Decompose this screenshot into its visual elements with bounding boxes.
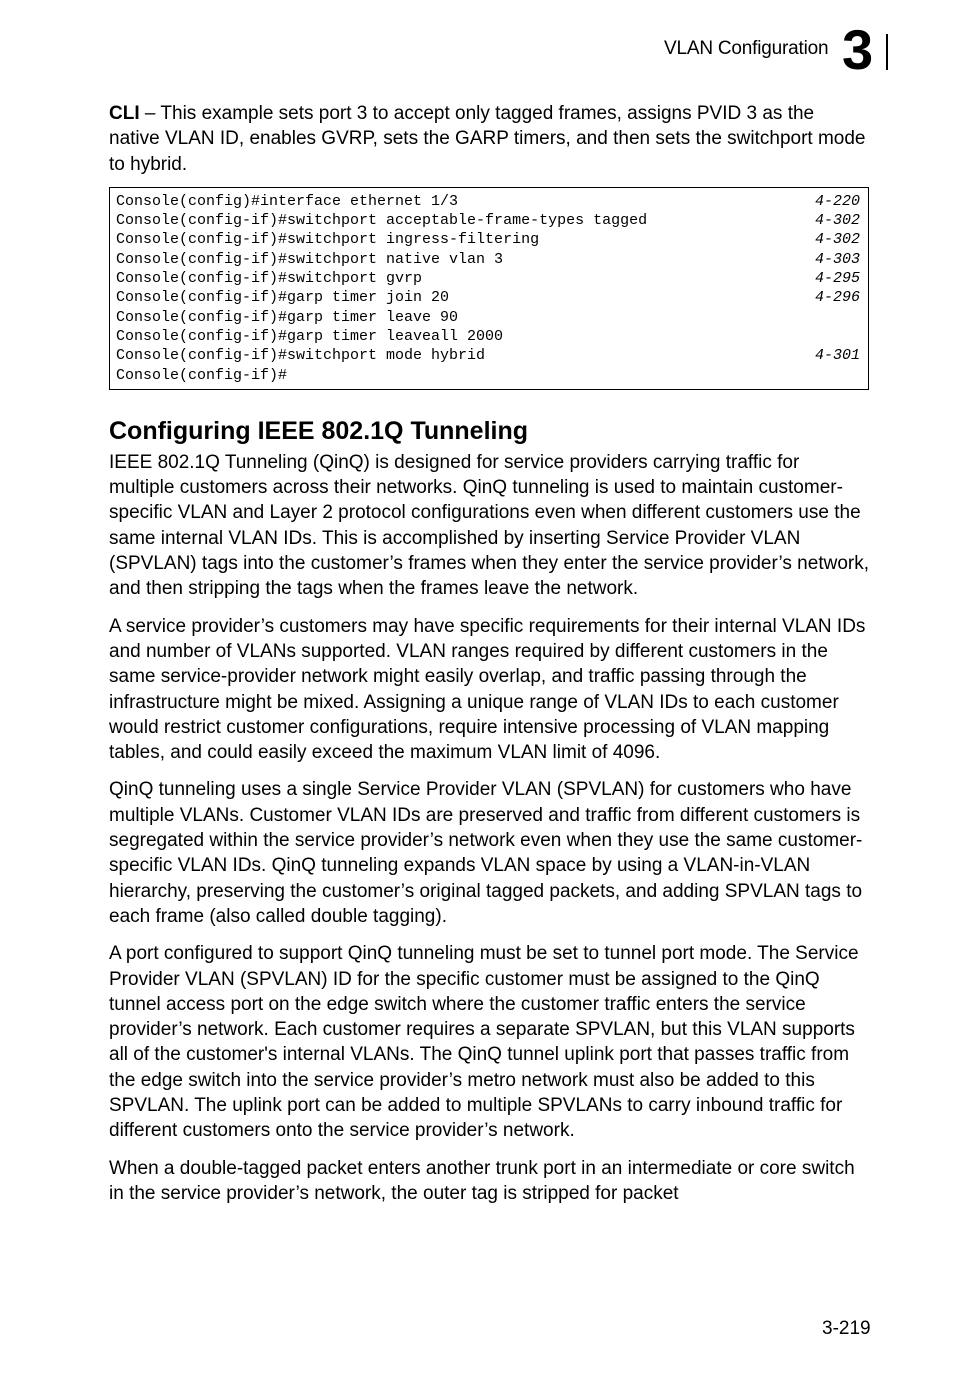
- page-number: 3-219: [822, 1318, 871, 1339]
- code-command: Console(config)#interface ethernet 1/3: [116, 192, 459, 210]
- body-paragraph: A service provider’s customers may have specific requirements for their internal VLAN IDs and number of VLANs supported. VLAN ranges required by different customers in the same service-provider network might easily overlap, and traffic passing through the infrastructure might be mixed. Assigning a unique range of VLAN IDs to each customer would restrict customer configurations, require intensive processing of VLAN mapping tables, and could easily exceed the maximum VLAN limit of 4096.: [109, 615, 866, 764]
- code-command: Console(config-if)#switchport native vlan 3: [116, 250, 504, 268]
- code-command: Console(config-if)#switchport acceptable-frame-types tagged: [116, 212, 648, 230]
- body-paragraph: QinQ tunneling uses a single Service Provider VLAN (SPVLAN) for customers who have multiple VLANs. Customer VLAN IDs are preserved and traffic from different customers is segregated within the service provider’s network even when they use the same customer-specific VLAN IDs. QinQ tunneling expands VLAN space by using a VLAN-in-VLAN hierarchy, preserving the customer’s original tagged packets, and adding SPVLAN tags to each frame (also called double tagging).: [109, 779, 863, 927]
- code-line: [116, 308, 860, 327]
- code-line: [116, 250, 860, 269]
- section-title: VLAN Configuration: [664, 38, 829, 59]
- code-line: [116, 288, 860, 307]
- page-content: [109, 101, 869, 1218]
- code-command: Console(config-if)#switchport ingress-filtering: [116, 231, 540, 249]
- code-reference: 4-295: [814, 270, 860, 288]
- chapter-divider: [886, 34, 888, 70]
- code-command: Console(config-if)#switchport gvrp: [116, 270, 423, 288]
- code-command: Console(config-if)#switchport mode hybrid: [116, 347, 486, 365]
- code-example: [109, 187, 869, 390]
- section-heading: Configuring IEEE 802.1Q Tunneling: [109, 416, 529, 445]
- code-reference: 4-296: [814, 289, 860, 307]
- code-command: Console(config-if)#: [116, 366, 288, 384]
- code-reference: 4-220: [814, 192, 860, 210]
- code-command: Console(config-if)#garp timer join 20: [116, 289, 450, 307]
- code-reference: 4-302: [814, 212, 860, 230]
- cli-intro-text: – This example sets port 3 to accept only tagged frames, assigns PVID 3 as the native VLAN ID, enables GVRP, sets the GARP timers, and then sets the switchport mode to hybrid.: [109, 103, 866, 175]
- code-reference: 4-302: [814, 231, 860, 249]
- code-line: [116, 192, 860, 211]
- code-line: [116, 230, 860, 249]
- cli-label: CLI: [109, 103, 140, 124]
- body-paragraph: When a double-tagged packet enters another trunk port in an intermediate or core switch in the service provider’s network, the outer tag is stripped for packet: [109, 1157, 855, 1204]
- code-line: [116, 269, 860, 288]
- code-reference: 4-301: [814, 347, 860, 365]
- code-command: Console(config-if)#garp timer leave 90: [116, 308, 459, 326]
- code-reference: 4-303: [814, 250, 860, 268]
- cli-intro: [109, 101, 869, 177]
- body-paragraph: A port configured to support QinQ tunneling must be set to tunnel port mode. The Service Provider VLAN (SPVLAN) ID for the specific customer must be assigned to the QinQ tunnel access port on the edge switch where the customer traffic enters the service provider’s network. Each customer requires a separate SPVLAN, but this VLAN supports all of the customer's internal VLANs. The QinQ tunnel uplink port that passes traffic from the edge switch into the service provider’s metro network must also be added to this SPVLAN. The uplink port can be added to multiple SPVLANs to carry inbound traffic for different customers onto the service provider’s network.: [109, 943, 859, 1142]
- code-line: [116, 366, 860, 385]
- code-line: [116, 327, 860, 346]
- code-line: [116, 346, 860, 365]
- chapter-number: 3: [842, 18, 872, 81]
- body-paragraph: IEEE 802.1Q Tunneling (QinQ) is designed for service providers carrying traffic for multiple customers across their networks. QinQ tunneling is used to maintain customer-specific VLAN and Layer 2 protocol configurations even when different customers use the same internal VLAN IDs. This is accomplished by inserting Service Provider VLAN (SPVLAN) tags into the customer’s frames when they enter the service provider’s network, and then stripping the tags when the frames leave the network.: [109, 451, 869, 600]
- code-line: [116, 211, 860, 230]
- code-command: Console(config-if)#garp timer leaveall 2000: [116, 327, 504, 345]
